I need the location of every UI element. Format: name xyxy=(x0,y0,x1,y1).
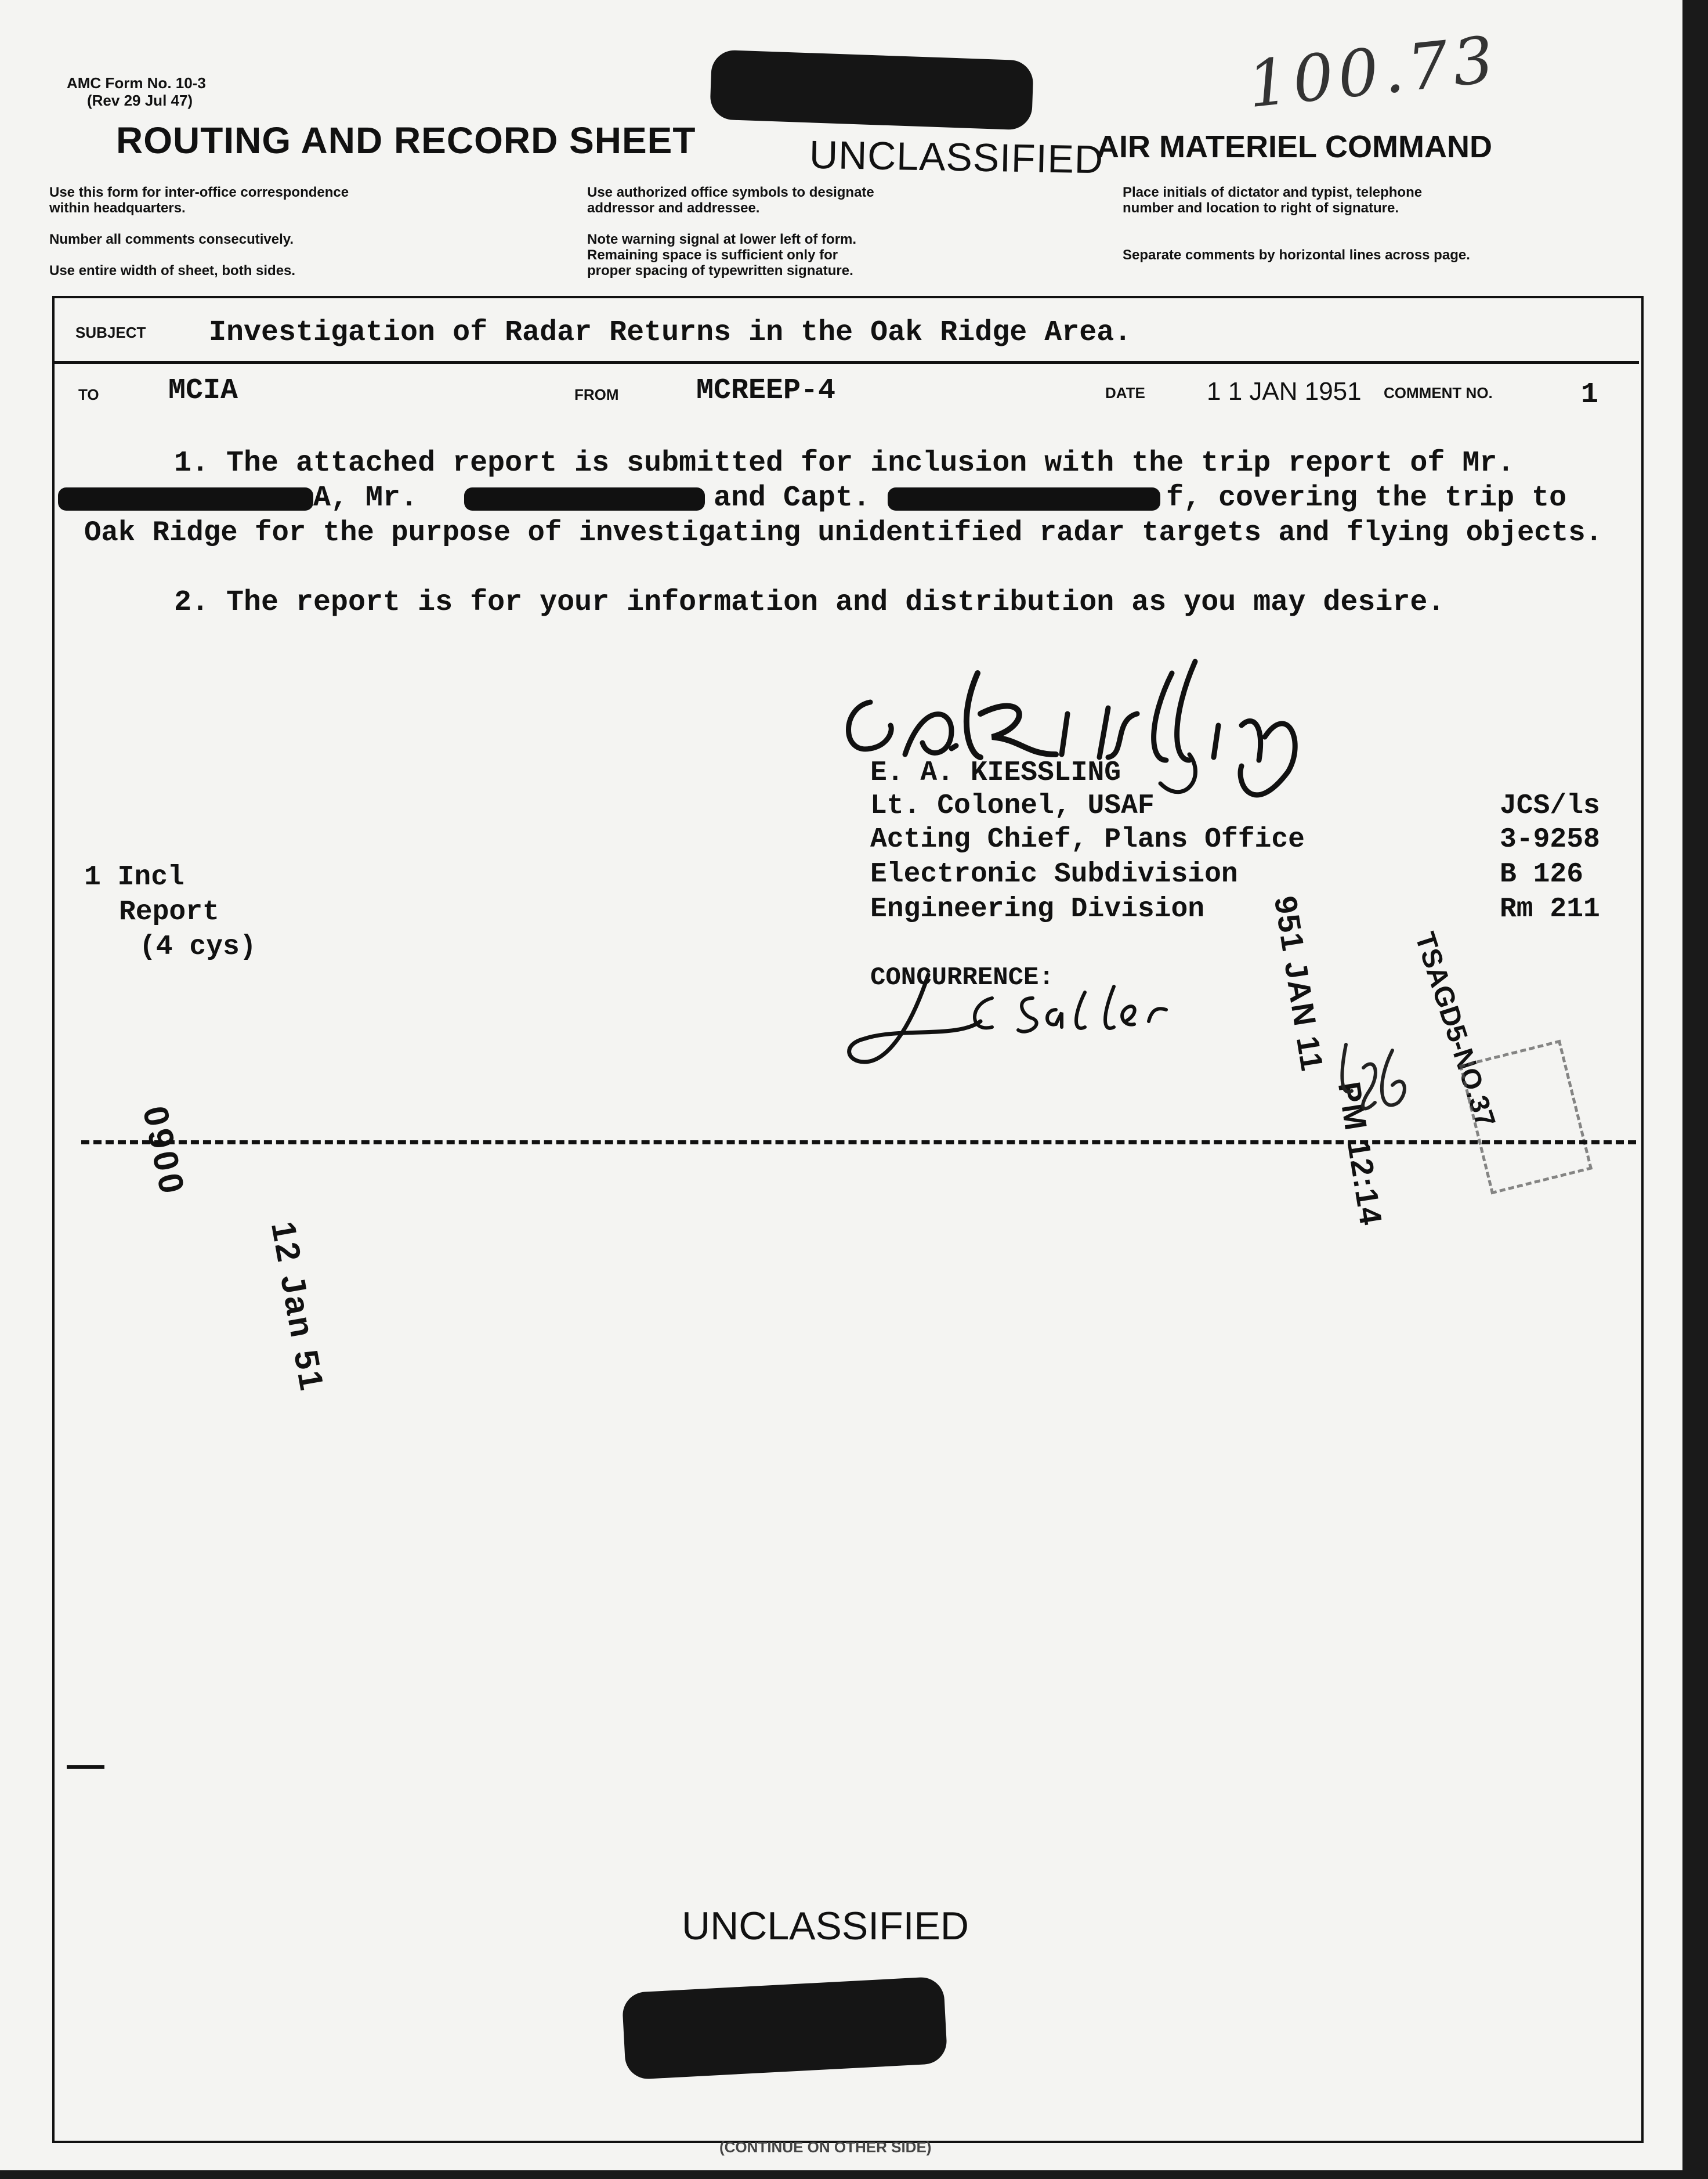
handwritten-initials xyxy=(1329,1033,1445,1126)
command-name: AIR MATERIEL COMMAND xyxy=(1097,129,1492,164)
signer-title: Acting Chief, Plans Office xyxy=(870,824,1305,855)
footer-continue: (CONTINUE ON OTHER SIDE) xyxy=(719,2138,932,2156)
redaction-name-3 xyxy=(888,487,1160,511)
paragraph-1-line-3: Oak Ridge for the purpose of investigating unidentified radar targets and flying objects. xyxy=(84,516,1603,549)
warning-signal-mark xyxy=(67,1765,104,1769)
telephone-number: 3-9258 xyxy=(1500,824,1600,855)
date-label: DATE xyxy=(1105,384,1145,402)
to-label: TO xyxy=(78,386,99,403)
form-title: ROUTING AND RECORD SHEET xyxy=(116,120,696,161)
handwritten-number: 100.73 xyxy=(1244,21,1502,122)
subject-label: SUBJECT xyxy=(75,324,146,341)
subject-rule xyxy=(55,361,1639,364)
paragraph-2: 2. The report is for your information and distribution as you may desire. xyxy=(174,586,1445,619)
redaction-name-2 xyxy=(464,487,705,511)
redaction-mark-bottom xyxy=(621,1976,947,2080)
enclosure-copies: (4 cys) xyxy=(139,931,256,963)
enclosure-description: Report xyxy=(119,897,219,928)
signer-division: Engineering Division xyxy=(870,894,1205,925)
signer-name: E. A. KIESSLING xyxy=(870,757,1121,789)
instructions-left: Use this form for inter-office correspondence within headquarters. Number all comments consecutively. Use entire width of sheet, both sides. xyxy=(49,185,349,279)
paragraph-1-line-2a: A, Mr. xyxy=(313,482,418,515)
signer-rank: Lt. Colonel, USAF xyxy=(870,790,1155,822)
office-code-stamp: TSAGD5-NO.37 xyxy=(1409,928,1501,1131)
from-value: MCREEP-4 xyxy=(696,374,836,407)
classification-stamp-top: UNCLASSIFIED xyxy=(809,132,1104,182)
comment-number-value: 1 xyxy=(1581,378,1599,411)
form-revision: (Rev 29 Jul 47) xyxy=(87,92,193,109)
concurrence-signature xyxy=(841,957,1201,1079)
enclosure-count: 1 Incl xyxy=(84,862,184,893)
form-frame xyxy=(52,296,1644,2143)
subject-value: Investigation of Radar Returns in the Oak Ridge Area. xyxy=(209,316,1132,349)
instructions-right: Place initials of dictator and typist, telephone number and location to right of signature. Separate comments by horizontal lines across page. xyxy=(1123,185,1470,263)
to-value: MCIA xyxy=(168,374,238,407)
classification-stamp-bottom: UNCLASSIFIED xyxy=(682,1904,969,1948)
receipt-date-stamp: 12 Jan 51 xyxy=(264,1219,331,1396)
paragraph-1-line-2c: f, covering the trip to xyxy=(1166,482,1567,515)
comment-separator xyxy=(81,1140,1636,1144)
timestamp-date: 951 JAN 11 xyxy=(1267,894,1330,1075)
comment-number-label: COMMENT NO. xyxy=(1384,384,1493,402)
room-number: Rm 211 xyxy=(1500,894,1600,925)
paragraph-1-line-2b: and Capt. xyxy=(714,482,871,515)
redaction-mark-top xyxy=(710,49,1034,130)
date-value: 1 1 JAN 1951 xyxy=(1207,377,1362,406)
redaction-name-1 xyxy=(58,487,313,511)
paragraph-1-line-1: 1. The attached report is submitted for inclusion with the trip report of Mr. xyxy=(174,447,1515,480)
building-number: B 126 xyxy=(1500,859,1584,890)
instructions-center: Use authorized office symbols to designate addressor and addressee. Note warning signal at lower left of form. Remaining space is sufficient only for proper spacing of typewritten signature. xyxy=(587,185,874,279)
signer-subdivision: Electronic Subdivision xyxy=(870,859,1238,890)
from-label: FROM xyxy=(574,386,619,403)
form-id: AMC Form No. 10-3 xyxy=(67,74,206,92)
concurrence-label: CONCURRENCE: xyxy=(870,963,1054,992)
typist-initials: JCS/ls xyxy=(1500,790,1600,822)
receipt-time-stamp: 0900 xyxy=(135,1103,193,1201)
timestamp-time: PM 12:14 xyxy=(1331,1079,1389,1228)
